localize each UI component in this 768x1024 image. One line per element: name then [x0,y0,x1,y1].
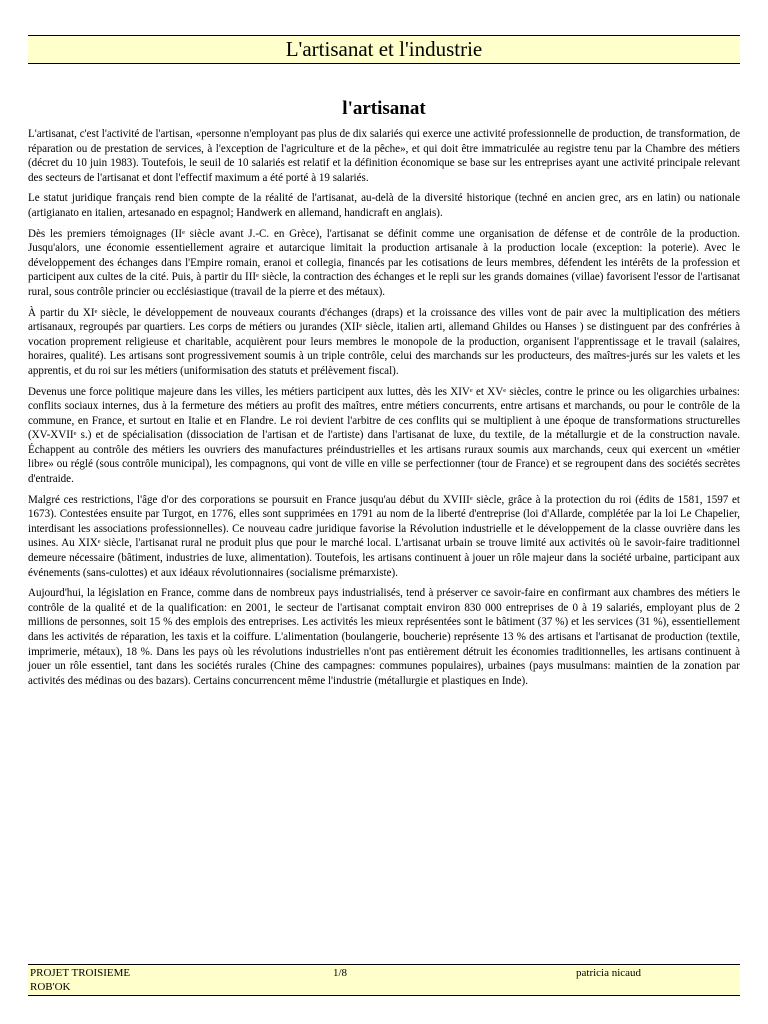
paragraph-6: Malgré ces restrictions, l'âge d'or des corporations se poursuit en France jusqu'au début du XVIIIᵉ siècle, grâce à la protection du roi (édits de 1581, 1597 et 1673). Contestées ensuite par Turgot, en 1776, elles sont supprimées en 1791 au nom de la liberté d'entreprise (loi d'Allarde, complétée par la loi Le Chapelier, interdisant les associations professionnelles). Ce nouveau cadre juridique favorise la Révolution industrielle et le développement de la classe ouvrière dans les usines. Au XIXᵉ siècle, l'artisanat rural ne produit plus que pour le marché local. L'artisanat urbain se trouve limité aux activités où le savoir-faire traditionnel demeure nécessaire (bâtiment, industries de luxe, alimentation). Toutefois, les artisans continuent à jouer un rôle majeur dans la société urbaine, participant aux événements (sans-culottes) et aux idéaux révolutionnaires (socialisme prémarxiste). [28,493,740,579]
paragraph-2: Le statut juridique français rend bien compte de la réalité de l'artisanat, au-delà de la diversité historique (techné en ancien grec, ars en latin) ou nationale (artigianato en italien, artesanado en espagnol; Handwerk en allemand, handicraft en anglais). [28,192,740,219]
footer-project: PROJET TROISIEME [30,967,131,979]
page-title: L'artisanat et l'industrie [285,37,483,61]
footer-author: patricia nicaud [576,967,642,979]
paragraph-7: Aujourd'hui, la législation en France, comme dans de nombreux pays industrialisés, tend à préserver ce savoir-faire en confirmant aux chambres des métiers le contrôle de la qualité et de la qualification: en 2001, le secteur de l'artisanat comptait environ 830 000 entreprises de 0 à 19 salariés, employant plus de 2 millions de personnes, soit 15 % des emplois des entreprises. Les activités les mieux représentées sont le bâtiment (37 %) et les services (31 %), essentiellement dans les activités de réparation, les taxis et la coiffure. L'alimentation (boulangerie, boucherie) représente 13 % des artisans et l'artisanat de production (textile, imprimerie, métaux), 18 %. Dans les pays où les révolutions industrielles n'ont pas entièrement détruit les économies traditionnelles, les artisans continuent à jouer un rôle essentiel, tant dans les sociétés rurales (Chine des campagnes: communes populaires), urbaines (pays musulmans: maintien de la zonation par activités des médinas ou des bazars). Certains concurrencent même l'industrie (métallurgie et plastiques en Inde). [28,587,740,687]
paragraph-5: Devenus une force politique majeure dans les villes, les métiers participent aux luttes, dès les XIVᵉ et XVᵉ siècles, contre le prince ou les oligarchies urbaines: conflits sociaux internes, dus à la fermeture des métiers au profit des maîtres, entre métiers concurrents, entre artisans et marchands, ou pour le contrôle de la commune, en France, et surtout en Italie et en Flandre. Le roi devient l'arbitre de ces conflits qui se multiplient à une époque de transformations structurelles (XV-XVIIᵉ s.) et de spécialisation (dissociation de l'artisan et de l'artiste) dans l'artisanat de luxe, du textile, de la métallurgie et de la construction navale. Échappent au contrôle des métiers les ouvriers des manufactures préindustrielles et les artisans ruraux soumis aux marchands, ceux qui exercent un «métier libre» ou réglé (sous contrôle municipal), les compagnons, qui vont de ville en ville se perfectionner (tour de France) et se regroupent dans des sociétés secrètes d'entraide. [28,385,740,486]
paragraph-3: Dès les premiers témoignages (IIᵉ siècle avant J.-C. en Grèce), l'artisanat se définit comme une organisation de défense et de contrôle de la production. Jusqu'alors, une économie essentiellement agraire et autarcique limitait la production artisanale à la production locale (exception: la poterie). Avec le développement des échanges dans l'Empire romain, eranoi et collegia, financés par les cotisations de leurs membres, défendent les intérêts de la profession et participent aux cultes de la cité. Puis, à partir du IIIᵉ siècle, la contraction des échanges et le repli sur les grands domaines (villae) favorisent l'essor de l'artisanat rural, sous contrôle princier ou ecclésiastique (travail de la pierre et des métaux). [28,227,740,298]
paragraph-4: À partir du XIᵉ siècle, le développement de nouveaux courants d'échanges (draps) et la croissance des villes vont de pair avec la multiplication des métiers artisanaux, regroupés par quartiers. Les corps de métiers ou jurandes (XIIᵉ siècle, italien arti, allemand Ghildes ou Hanses ) se distinguent par des confréries à vocation proprement religieuse et charitable, acquièrent pour leurs membres le monopole de la production, organisent l'apprentissage et le travail (salaires, horaires, qualité). Les artisans sont progressivement soumis à un triple contrôle, celui des marchands sur les producteurs, des maîtres-jurés sur les valets et les apprentis, et du roi sur les métiers (uniformisation des statuts et prélèvement fiscal). [28,306,740,377]
footer-page-number: 1/8 [333,967,348,979]
paragraph-1: L'artisanat, c'est l'activité de l'artisan, «personne n'employant pas plus de dix salariés qui exerce une activité professionnelle de production, de transformation, de réparation ou de prestation de services, à l'exception de l'agriculture et de la pêche», et qui doit être immatriculée au registre tenu par la Chambre des métiers (décret du 10 juin 1983). Toutefois, le seuil de 10 salariés est relatif et la définition économique se base sur les entreprises ayant une activité principale relevant des secteurs de l'artisanat et dont l'effectif maximum a été porté à 19 salariés. [28,128,740,184]
footer-team: ROB'OK [30,981,71,993]
page-footer [28,964,740,996]
document-body [28,127,740,694]
page-header-banner [28,35,740,64]
section-title: l'artisanat [342,98,426,119]
